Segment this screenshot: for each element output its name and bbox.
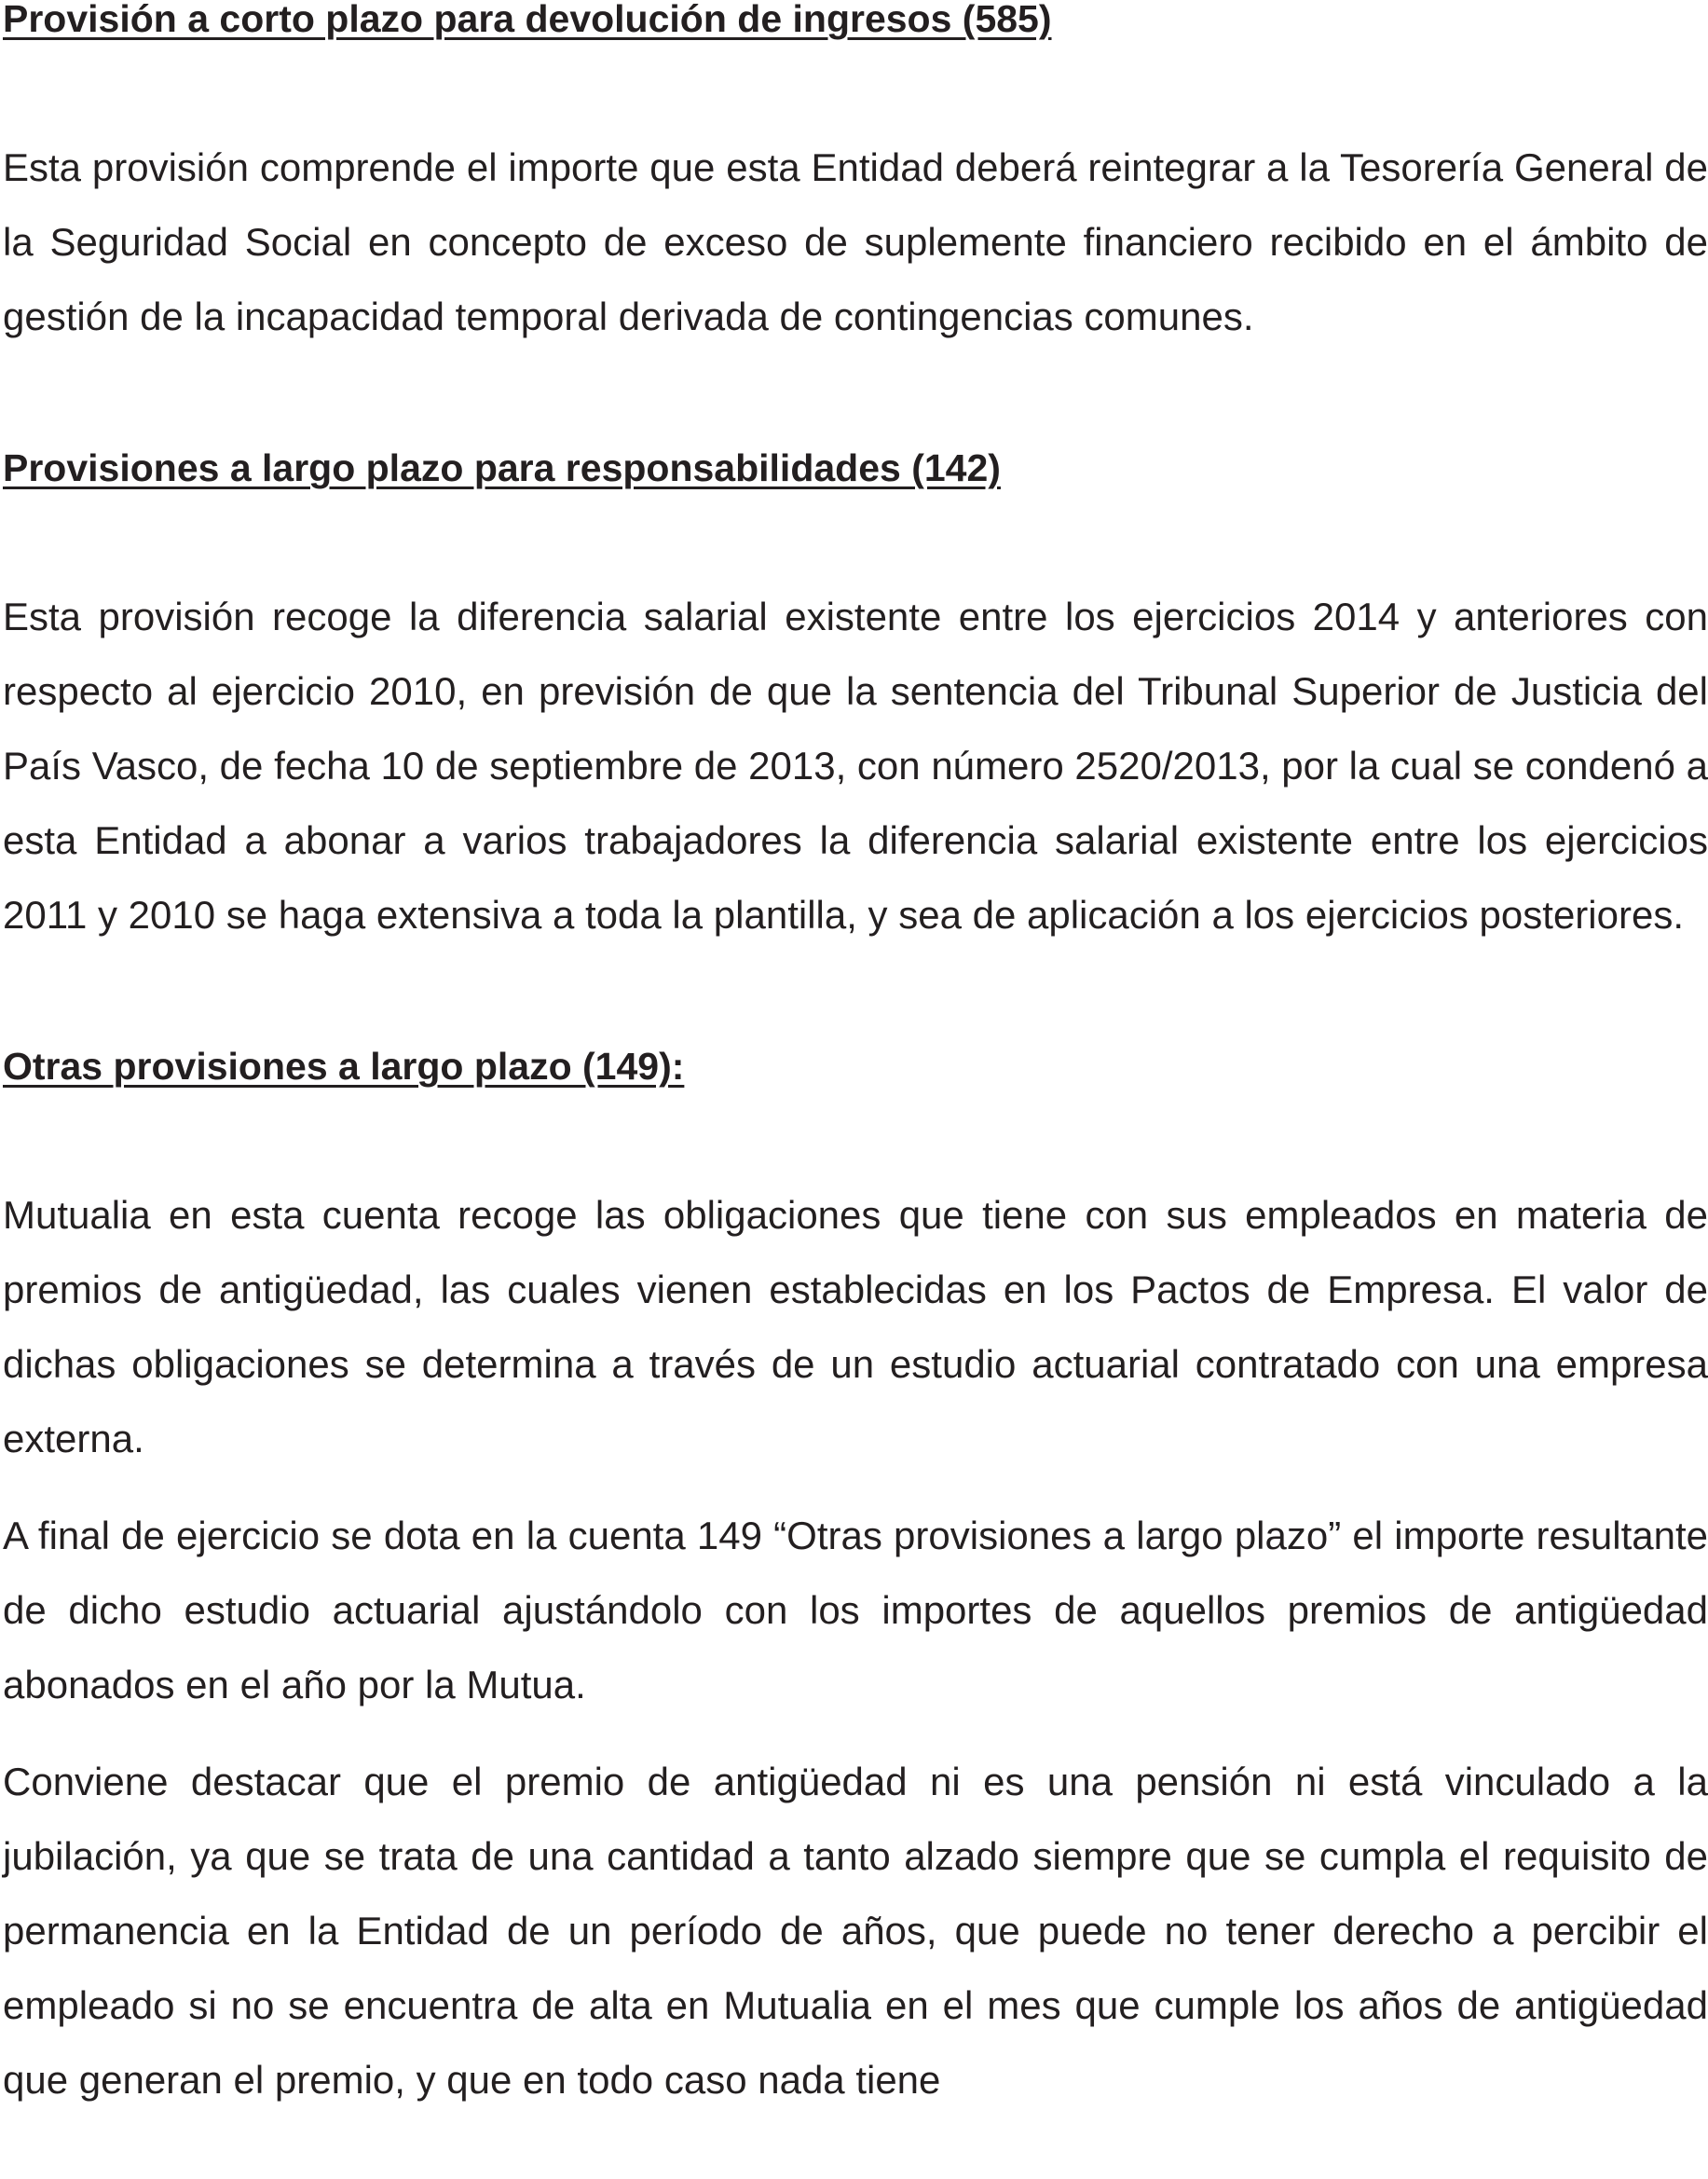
section-heading-short-term-provision: Provisión a corto plazo para devolución de ingresos (585) <box>3 0 1052 40</box>
paragraph-seniority-award-note: Conviene destacar que el premio de antigüedad ni es una pensión ni está vinculado a la jubilación, ya que se trata de una cantidad a tanto alzado siempre que se cumpla el requisito de permanencia en la Entidad de un período de años, que puede no tener derecho a percibir el empleado si no se encuentra de alta en Mutualia en el mes que cumple los años de antigüedad que generan el premio, y que en todo caso nada tiene <box>3 1760 1708 2102</box>
section-heading-long-term-responsibilities: Provisiones a largo plazo para responsabilidades (142) <box>3 446 1001 489</box>
paragraph-seniority-obligations: Mutualia en esta cuenta recoge las obligaciones que tiene con sus empleados en materia de premios de antigüedad, las cuales vienen establecidas en los Pactos de Empresa. El valor de dichas obligaciones se determina a través de un estudio actuarial contratado con una empresa externa. <box>3 1193 1708 1460</box>
paragraph-long-term-responsibilities: Esta provisión recoge la diferencia salarial existente entre los ejercicios 2014 y anteriores con respecto al ejercicio 2010, en previsión de que la sentencia del Tribunal Superior de Justicia del País Vasco, de fecha 10 de septiembre de 2013, con número 2520/2013, por la cual se condenó a esta Entidad a abonar a varios trabajadores la diferencia salarial existente entre los ejercicios 2011 y 2010 se haga extensiva a toda la plantilla, y sea de aplicación a los ejercicios posteriores. <box>3 595 1708 937</box>
document-page <box>3 0 1708 2117</box>
paragraph-short-term-provision: Esta provisión comprende el importe que esta Entidad deberá reintegrar a la Tesorería General de la Seguridad Social en concepto de exceso de suplemente financiero recibido en el ámbito de gestión de la incapacidad temporal derivada de contingencias comunes. <box>3 145 1708 338</box>
section-heading-other-long-term-provisions: Otras provisiones a largo plazo (149): <box>3 1045 685 1088</box>
paragraph-year-end-allocation: A final de ejercicio se dota en la cuenta 149 “Otras provisiones a largo plazo” el importe resultante de dicho estudio actuarial ajustándolo con los importes de aquellos premios de antigüedad abonados en el año por la Mutua. <box>3 1514 1708 1706</box>
